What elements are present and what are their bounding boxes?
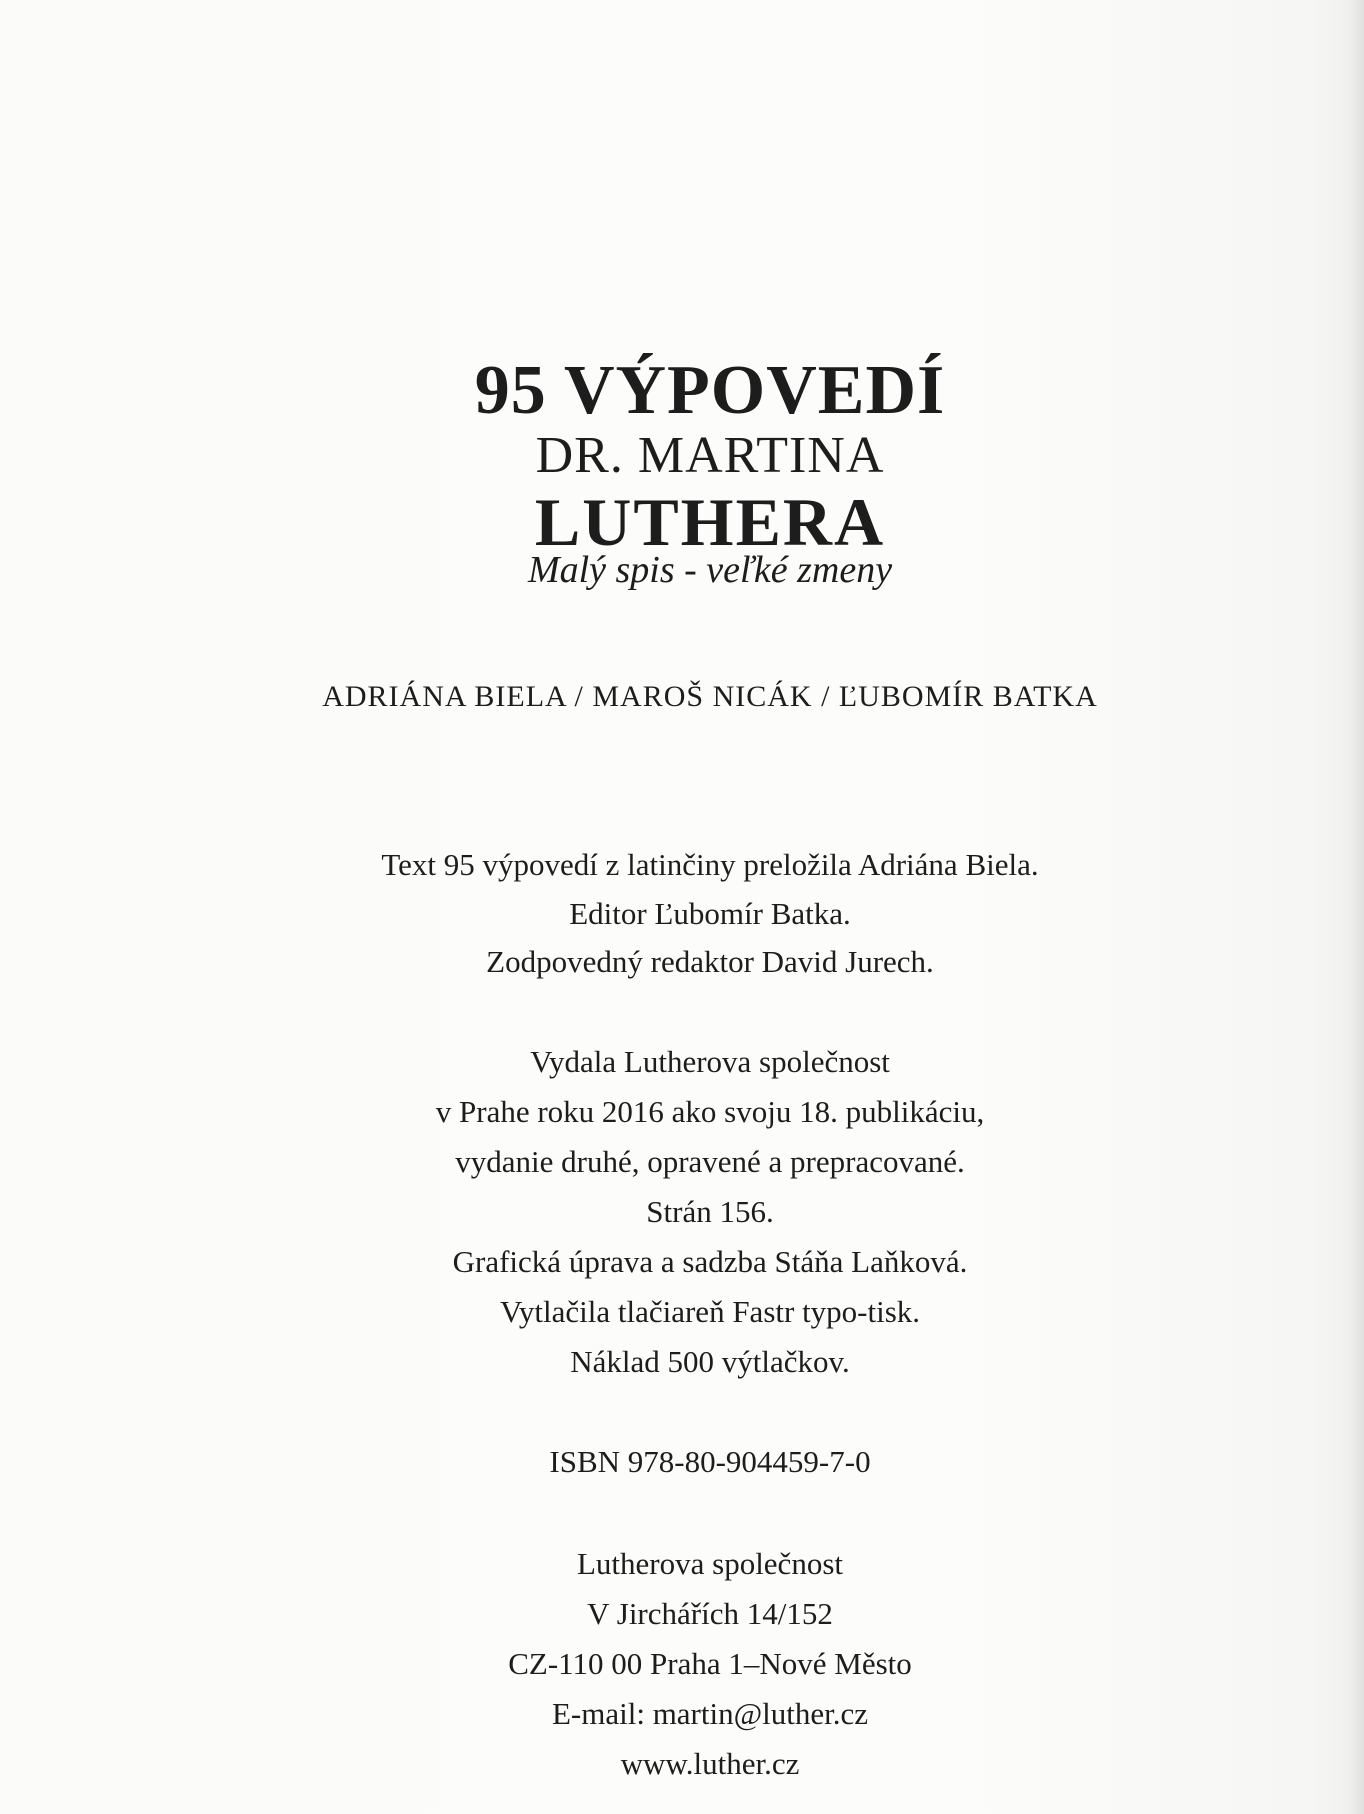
credit-line: Zodpovedný redaktor David Jurech. [486, 944, 934, 979]
title-line-2: DR. MARTINA [535, 427, 885, 484]
address-line: CZ-110 00 Praha 1–Nové Město [508, 1646, 912, 1681]
website-line: www.luther.cz [620, 1746, 800, 1781]
credit-line: Editor Ľubomír Batka. [569, 896, 851, 931]
title-line-1: 95 VÝPOVEDÍ [474, 352, 946, 429]
subtitle: Malý spis - veľké zmeny [527, 549, 893, 591]
publication-line: Strán 156. [646, 1194, 774, 1229]
isbn: ISBN 978-80-904459-7-0 [549, 1444, 871, 1479]
email-line: E-mail: martin@luther.cz [551, 1696, 869, 1731]
publication-line: Náklad 500 výtlačkov. [570, 1344, 850, 1379]
credit-line: Text 95 výpovedí z latinčiny preložila Adriána Biela. [381, 847, 1039, 882]
title-line-3: LUTHERA [534, 484, 886, 560]
publication-line: vydanie druhé, opravené a prepracované. [455, 1144, 965, 1179]
publication-line: v Prahe roku 2016 ako svoju 18. publikáciu, [435, 1094, 985, 1129]
authors-line: ADRIÁNA BIELA / MAROŠ NICÁK / ĽUBOMÍR BATKA [322, 680, 1098, 713]
address-line: Lutherova společnost [576, 1546, 843, 1581]
publication-line: Vydala Lutherova společnost [530, 1044, 890, 1079]
publication-line: Vytlačila tlačiareň Fastr typo-tisk. [499, 1294, 921, 1329]
publication-line: Grafická úprava a sadzba Stáňa Laňková. [452, 1244, 968, 1279]
address-line: V Jirchářích 14/152 [587, 1596, 833, 1631]
